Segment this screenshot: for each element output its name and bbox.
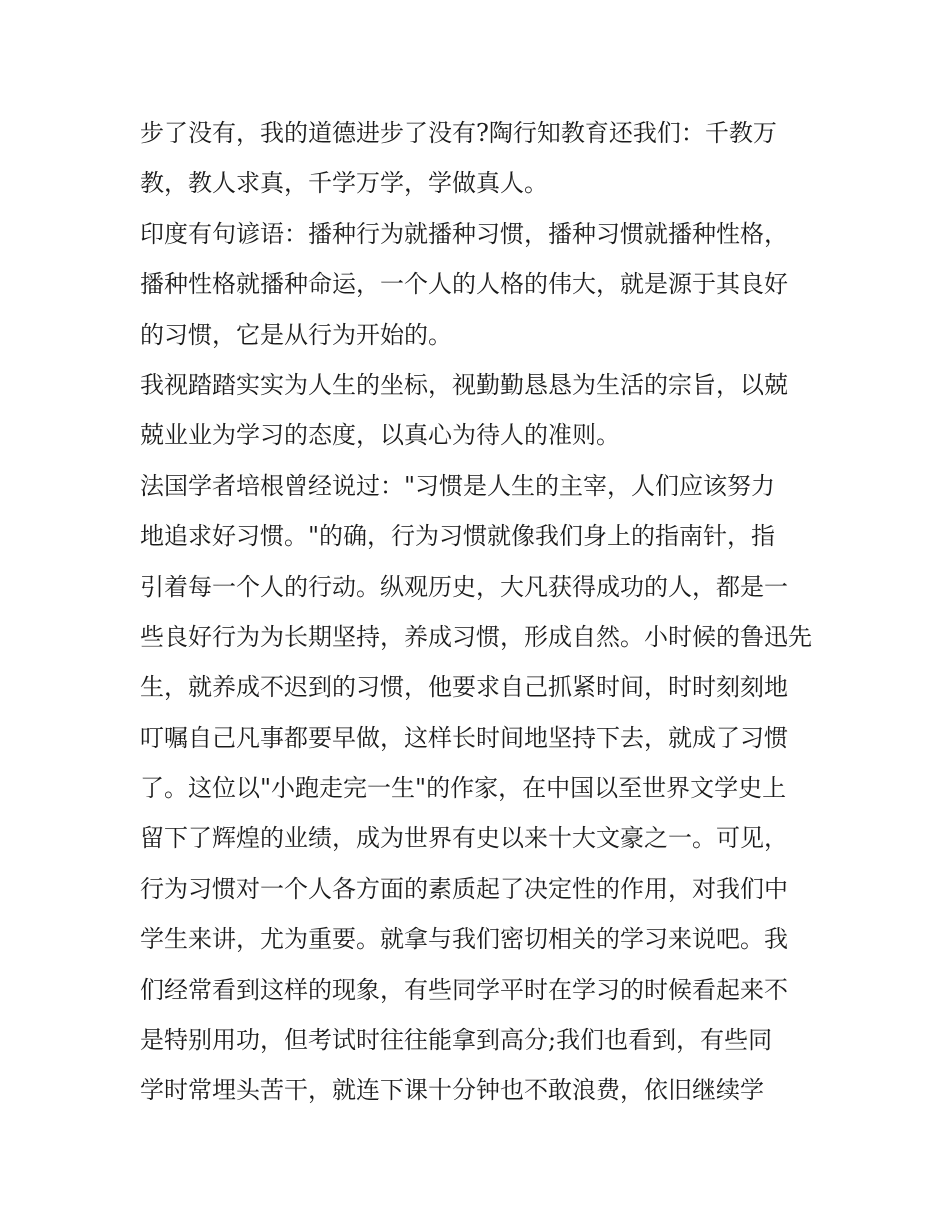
text-line: 地追求好习惯。"的确，行为习惯就像我们身上的指南针，指 [140, 522, 776, 551]
text-line: 留下了辉煌的业绩，成为世界有史以来十大文豪之一。可见， [140, 824, 788, 853]
text-line: 学生来讲，尤为重要。就拿与我们密切相关的学习来说吧。我 [140, 925, 788, 954]
text-line: 些良好行为为长期坚持，养成习惯，形成自然。小时候的鲁迅先 [140, 622, 812, 651]
text-line: 的习惯，它是从行为开始的。 [140, 320, 452, 349]
text-line: 们经常看到这样的现象，有些同学平时在学习的时候看起来不 [140, 975, 788, 1004]
text-line: 行为习惯对一个人各方面的素质起了决定性的作用，对我们中 [140, 874, 788, 903]
text-line: 引着每一个人的行动。纵观历史，大凡获得成功的人，都是一 [140, 572, 788, 601]
text-line: 我视踏踏实实为人生的坐标，视勤勤恳恳为生活的宗旨，以兢 [140, 370, 788, 399]
text-line: 法国学者培根曾经说过："习惯是人生的主宰，人们应该努力 [140, 471, 776, 500]
text-line: 学时常埋头苦干，就连下课十分钟也不敢浪费，依旧继续学 [140, 1076, 764, 1105]
document-body [140, 108, 820, 1116]
text-line: 步了没有，我的道德进步了没有?陶行知教育还我们：千教万 [140, 119, 777, 147]
text-line: 叮嘱自己凡事都要早做，这样长时间地坚持下去，就成了习惯 [140, 723, 788, 752]
text-line: 播种性格就播种命运，一个人的人格的伟大，就是源于其良好 [140, 270, 788, 299]
text-line: 印度有句谚语：播种行为就播种习惯，播种习惯就播种性格， [140, 219, 788, 248]
text-line: 了。这位以"小跑走完一生"的作家，在中国以至世界文学史上 [140, 774, 787, 803]
text-line: 兢业业为学习的态度，以真心为待人的准则。 [140, 421, 620, 450]
text-line: 生，就养成不迟到的习惯，他要求自己抓紧时间，时时刻刻地 [140, 673, 788, 702]
text-line: 是特别用功，但考试时往往能拿到高分;我们也看到，有些同 [140, 1026, 773, 1055]
text-line: 教，教人求真，千学万学，学做真人。 [140, 169, 548, 198]
